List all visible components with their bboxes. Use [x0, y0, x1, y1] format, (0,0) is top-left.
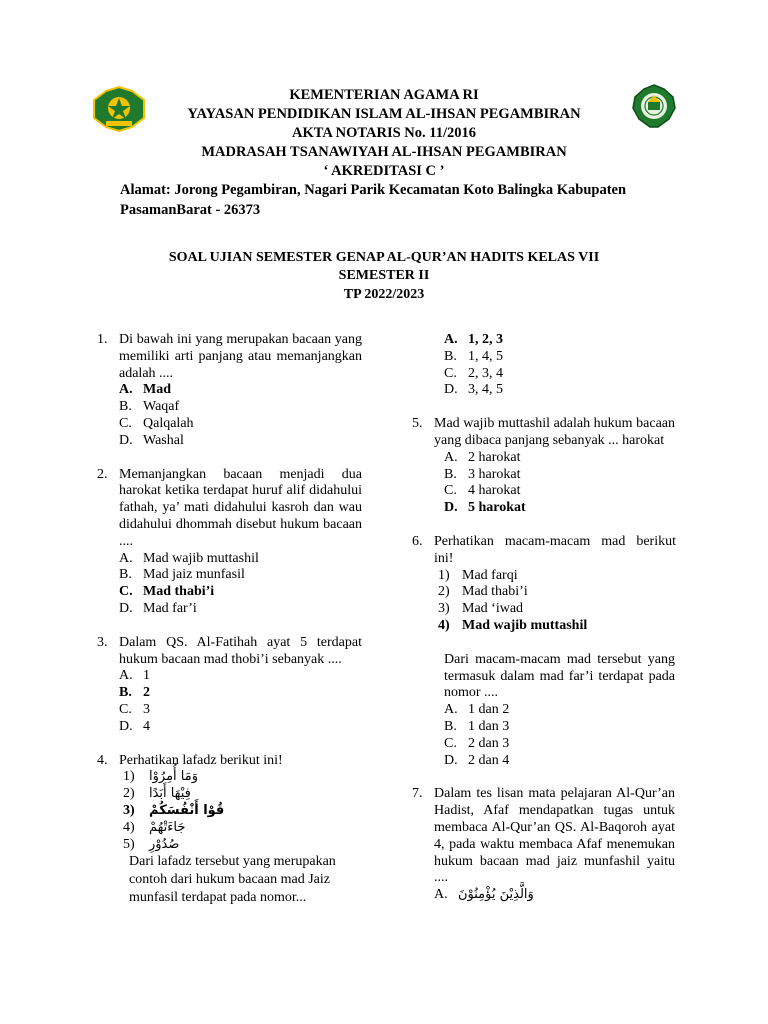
mad-list — [434, 568, 675, 635]
question-7: 7. Dalam tes lisan mata pelajaran Al-Qur’an Hadist, Afaf mendapatkan tugas untuk membaca Al-Qur’an QS. Al-Baqoroh ayat 4, pada waktu membaca Afaf menemukan hukum bacaan mad jaiz munfashil yaitu .... A. وَالَّذِيْنَ يُؤْمِنُوْنَ — [412, 786, 675, 903]
question-5: 5. Mad wajib muttashil adalah hukum bacaan yang dibaca panjang sebanyak ... harokat A. 2 harokat B. 3 harokat C. 4 harokat D. 5 harokat — [412, 416, 675, 516]
question-text: Dalam tes lisan mata pelajaran Al-Qur’an Hadist, Afaf mendapatkan tugas untuk membaca Al-Qur’an QS. Al-Baqoroh ayat 4, pada waktu membaca Afaf menemukan hukum bacaan mad jaiz munfashil yaitu .... — [434, 786, 675, 886]
option-d: D. 3, 4, 5 — [444, 382, 503, 398]
option-b: B. 3 harokat — [444, 466, 521, 482]
option-a: A. 2 harokat — [444, 449, 521, 465]
option-b: B. 1 dan 3 — [444, 718, 510, 734]
option-a: A. وَالَّذِيْنَ يُؤْمِنُوْنَ — [434, 887, 534, 903]
question-follow-text: Dari macam-macam mad tersebut yang termasuk dalam mad far’i terdapat pada nomor .... — [444, 651, 675, 701]
option-c: C. 3 — [119, 701, 150, 717]
lafadz-item-5: 5) صُدُوْرِ — [123, 836, 180, 852]
option-d: D. Washal — [119, 432, 184, 448]
question-4-options — [412, 332, 675, 399]
left-column — [97, 332, 362, 907]
option-c: C. 2 dan 3 — [444, 735, 510, 751]
question-text: Perhatikan macam-macam mad berikut ini! — [434, 533, 676, 566]
mad-item-4: 4) Mad wajib muttashil — [438, 617, 588, 633]
question-follow-text: Dari lafadz tersebut yang merupakan contoh dari hukum bacaan mad Jaiz munfasil terdapat pada nomor... — [129, 854, 336, 906]
option-a: A. 1 dan 2 — [444, 702, 510, 718]
option-b: B. Waqaf — [119, 399, 180, 415]
exam-semester: SEMESTER II — [338, 268, 430, 283]
lafadz-item-1: 1) وَمَا أُمِرُوْا — [123, 769, 198, 785]
lafadz-item-2: 2) فِيْهَا أَبَدًا — [123, 786, 191, 802]
options — [434, 450, 675, 517]
header-address-line2: PasamanBarat - 26373 — [120, 202, 261, 218]
question-text: Perhatikan lafadz berikut ini! — [119, 752, 283, 768]
question-6: 6. Perhatikan macam-macam mad berikut ini! 1) Mad farqi 2) Mad thabi’i 3) Mad ‘iwad 4) Mad wajib muttashil Dari macam-macam mad tersebut yang termasuk dalam mad far’i terdapat pada nomor .... A. 1 dan 2 B. 1 dan 3 C. 2 dan 3 D. 2 dan 4 — [412, 533, 676, 768]
mad-item-2: 2) Mad thabi’i — [438, 584, 528, 600]
header-ministry: KEMENTERIAN AGAMA RI — [289, 87, 479, 103]
option-d: D. 4 — [119, 718, 150, 734]
exam-title: SOAL UJIAN SEMESTER GENAP AL-QUR’AN HADITS KELAS VII — [168, 250, 600, 265]
options — [434, 702, 675, 769]
option-b: B. 2 — [119, 685, 150, 701]
header-foundation: YAYASAN PENDIDIKAN ISLAM AL-IHSAN PEGAMBIRAN — [187, 106, 581, 122]
option-c: C. 4 harokat — [444, 483, 521, 499]
question-1: 1. Di bawah ini yang merupakan bacaan yang memiliki arti panjang atau memanjangkan adalah .... A. Mad B. Waqaf C. Qalqalah D. Washal — [97, 332, 362, 448]
option-c: C. Qalqalah — [119, 415, 194, 431]
question-text: Dalam QS. Al-Fatihah ayat 5 terdapat hukum bacaan mad thobi’i sebanyak .... — [119, 634, 362, 667]
question-2: 2. Memanjangkan bacaan menjadi dua harokat ketika terdapat huruf alif didahului fathah, ya’ mati didahului kasroh dan wau didahului dhommah disebut hukum bacaan .... A. Mad wajib muttashil B. Mad jaiz munfasil C. Mad thabi’i D. Mad far’i — [97, 466, 362, 616]
option-d: D. 2 dan 4 — [444, 752, 510, 768]
option-a: A. Mad — [119, 382, 171, 398]
header-address-line1: Alamat: Jorong Pegambiran, Nagari Parik Kecamatan Koto Balingka Kabupaten — [120, 182, 627, 198]
lafadz-item-4: 4) جَاءَتْهُمْ — [123, 819, 186, 835]
option-a: A. 1 — [119, 668, 150, 684]
option-a: A. 1, 2, 3 — [444, 332, 503, 347]
question-text: Memanjangkan bacaan menjadi dua harokat ketika terdapat huruf alif didahului fathah, ya’ mati didahului kasroh dan wau didahului dhommah disebut hukum bacaan .... — [119, 466, 362, 549]
header-notary: AKTA NOTARIS No. 11/2016 — [292, 125, 476, 141]
option-c: C. Mad thabi’i — [119, 584, 215, 600]
question-text: Di bawah ini yang merupakan bacaan yang memiliki arti panjang atau memanjangkan adalah .... — [119, 332, 362, 381]
mad-item-3: 3) Mad ‘iwad — [438, 601, 524, 617]
mad-item-1: 1) Mad farqi — [438, 567, 518, 583]
option-a: A. Mad wajib muttashil — [119, 550, 259, 566]
options — [434, 887, 675, 904]
question-text: Mad wajib muttashil adalah hukum bacaan yang dibaca panjang sebanyak ... harokat — [434, 416, 675, 448]
option-d: D. 5 harokat — [444, 500, 526, 516]
header-school: MADRASAH TSANAWIYAH AL-IHSAN PEGAMBIRAN — [201, 144, 567, 160]
option-d: D. Mad far’i — [119, 600, 197, 616]
right-column — [412, 332, 675, 904]
option-b: B. 1, 4, 5 — [444, 348, 503, 364]
header-accreditation: ‘ AKREDITASI C ’ — [323, 163, 445, 179]
question-3: 3. Dalam QS. Al-Fatihah ayat 5 terdapat hukum bacaan mad thobi’i sebanyak .... A. 1 B. 2 C. 3 D. 4 — [97, 634, 362, 734]
question-4: 4. Perhatikan lafadz berikut ini! 1) وَمَا أُمِرُوْا 2) فِيْهَا أَبَدًا 3) قُوْا أَنْفُسَكُمْ 4) جَاءَتْهُمْ 5) صُدُوْرِ Dari lafadz tersebut yang merupakan contoh dari hukum bacaan mad Jaiz munfasil terdapat pada nomor... — [97, 753, 362, 908]
option-b: B. Mad jaiz munfasil — [119, 567, 245, 583]
exam-year: TP 2022/2023 — [343, 287, 425, 302]
lafadz-item-3: 3) قُوْا أَنْفُسَكُمْ — [123, 802, 225, 818]
option-c: C. 2, 3, 4 — [444, 365, 503, 381]
